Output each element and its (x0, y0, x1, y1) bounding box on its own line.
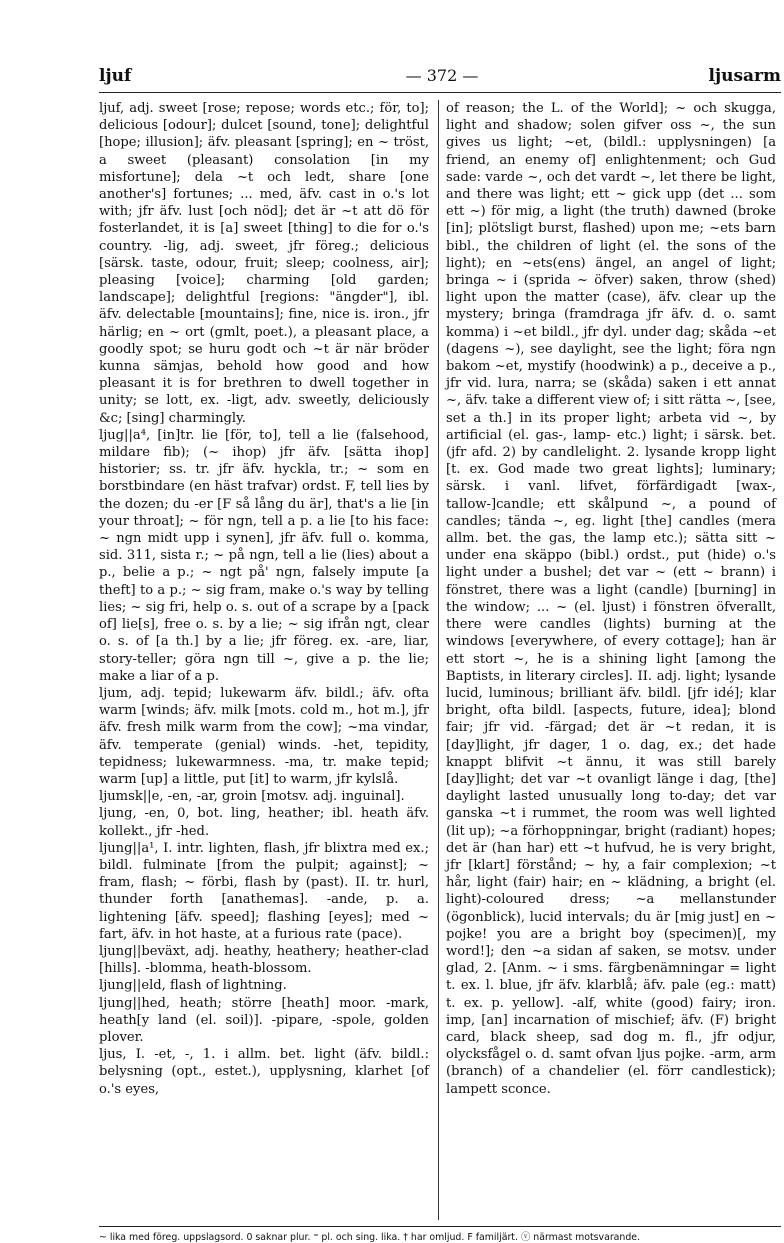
entry-ljuf: ljuf, adj. sweet [rose; repose; words etc.; för, to]; delicious [odour]; dulcet [sound, tone]; delightful [hope; illusion]; äfv. pleasant [spring]; en ~ tröst, a sweet (pleasant) consolation [in my misfortune]; dela ~t och ledt, share [one another's] fortunes; ... med, äfv. cast in o.'s lot with; jfr äfv. lust [och nöd]; det är ~t att dö för fosterlandet, it is [a] sweet [thing] to die for o.'s country. -lig, adj. sweet, jfr föreg.; delicious [särsk. taste, odour, fruit; sleep; coolness, air]; pleasing [voice]; charming [old garden; landscape]; delightful [regions: "ängder"], ibl. äfv. delectable [mountains]; fine, nice is. iron., jfr härlig; en ~ ort (gmlt, poet.), a pleasant place, a goodly spot; se huru godt och ~t är när bröder kunna sämjas, behold how good and how pleasant it is for brethren to dwell together in unity; se lott, ex. -ligt, adv. sweetly, deliciously &c; [sing] charmingly. (99, 101, 429, 426)
entry-ljung: ljung, -en, 0, bot. ling, heather; ibl. heath äfv. kollekt., jfr -hed. (99, 806, 429, 839)
entry-ljunga: ljung||a¹, I. intr. lighten, flash, jfr blixtra med ex.; bildl. fulminate [from the pulpit; against]; ~ fram, flash; ~ förbi, flash by (past). II. tr. hurl, thunder forth [anathemas]. -ande, p. a. lightening [äfv. speed]; flashing [eyes]; med ~ fart, äfv. in hot haste, at a furious rate (pace). (99, 840, 429, 942)
page-number: — 372 — (405, 66, 479, 85)
page-header (99, 66, 781, 90)
abbreviation-legend: ~ lika med föreg. uppslagsord. 0 saknar plur. ⁼ pl. och sing. lika. † har omljud. F familjärt. ⓥ närmast motsvarande. (99, 1232, 641, 1243)
entry-ljuga: ljug||a⁴, [in]tr. lie [för, to], tell a lie (falsehood, mildare fib); (~ ihop) jfr äfv. [sätta ihop] historier; ss. tr. jfr äfv. hyckla, tr.; ~ som en borstbindare (en häst trafvar) ordst. F, tell lies by the dozen; du -er [F så lång du är], that's a lie [in your throat]; ~ för ngn, tell a p. a lie [to his face: ~ ngn midt upp i synen], jfr äfv. full o. komma, sid. 311, sista r.; ~ på ngn, tell a lie (lies) about a p., belie a p.; ~ ngt på' ngn, falsely impute [a theft] to a p.; ~ sig fram, make o.'s way by telling lies; ~ sig fri, help o. s. out of a scrape by a [pack of] lie[s], free o. s. by a lie; ~ sig ifrån ngt, clear o. s. of [a th.] by a lie; jfr föreg. ex. -are, liar, story-teller; göra ngn till ~, give a p. the lie; make a liar of a p. (99, 427, 429, 684)
entry-ljunghed: ljung||hed, heath; större [heath] moor. -mark, heath[y land (el. soil)]. -pipare, -spole, golden plover. (99, 995, 429, 1045)
left-guide-word: ljuf (99, 66, 132, 86)
entry-ljungbevaxt: ljung||beväxt, adj. heathy, heathery; heather-clad [hills]. -blomma, heath-blossom. (99, 943, 429, 977)
right-column (446, 100, 776, 1098)
header-rule (99, 92, 781, 93)
column-divider (438, 100, 439, 1220)
entry-ljus: ljus, I. -et, -, 1. i allm. bet. light (äfv. bildl.: belysning (opt., estet.), upplysning, klarhet [of o.'s eyes, (99, 1047, 429, 1097)
footer-rule (99, 1226, 781, 1227)
entry-ljungeld: ljung||eld, flash of lightning. (99, 978, 287, 994)
entry-ljus-continued: of reason; the L. of the World]; ~ och skugga, light and shadow; solen gifver oss ~, the sun gives us light; ~et, (bildl.: upplysningen) [a friend, an enemy of] enlightenment; och Gud sade: varde ~, och det vardt ~, let there be light, and there was light; ett ~ gick upp (det ... som ett ~) för mig, a light (the truth) dawned (broke [in]; plötsligt burst, flashed) upon me; ~ets barn bibl., the children of light (el. the sons of the light); en ~ets(ens) ängel, an angel of light; bringa ~ i (sprida ~ öfver) saken, throw (shed) light upon the matter (case), äfv. clear up the mystery; bringa (framdraga jfr äfv. d. o. samt komma) i ~et bildl., jfr dyl. under dag; skåda ~et (dagens ~), see daylight, see the light; föra ngn bakom ~et, mystify (hoodwink) a p., deceive a p., jfr vid. lura, narra; se (skåda) saken i ett annat ~, äfv. take a different view of; i sitt rätta ~, [see, set a th.] in its proper light; arbeta vid ~, by artificial (el. gas-, lamp- etc.) light; i särsk. bet. (jfr afd. 2) by candlelight. 2. lysande kropp light [t. ex. God made two great lights]; luminary; särsk. i vanl. lifvet, förfärdigadt [wax-, tallow-]candle; ett skålpund ~, a pound of candles; tända ~, eg. light [the] candles (mera allm. bet. the gas, the lamp etc.); sätta sitt ~ under ena skäppo (bibl.) ordst., put (hide) o.'s light under a bushel; det var ~ (ett ~ brann) i fönstret, there was a light (candle) [burning] in the window; ... ~ (el. ljust) i fönstren öfverallt, there were candles (lights) burning at the windows [everywhere, of every cottage]; han är ett stort ~, he is a shining light [among the Baptists, in literary circles]. II. adj. light; lysande lucid, luminous; brilliant äfv. bildl. [jfr idé]; klar bright, ofta bildl. [aspects, future, idea]; blond fair; jfr vid. -färgad; det är ~t redan, it is [day]light, jfr dager, 1 o. dag, ex.; det hade knappt blifvit ~t ännu, it was still barely [day]light; det var ~t ovanligt länge i dag, [the] daylight lasted unusually long to-day; det var ganska ~t i rummet, the room was well lighted (lit up); ~a förhoppningar, bright (radiant) hopes; det är (han har) ett ~t hufvud, he is very bright, jfr [klart] förstånd; ~ hy, a fair complexion; ~t hår, light (fair) hair; en ~ klädning, a bright (el. light)-coloured dress; ~a mellanstunder (ögonblick), lucid intervals; du är [mig just] en ~ pojke! you are a bright boy (specimen)[, my word!]; den ~a sidan af saken, se motsv. under glad, 2. [Anm. ~ i sms. färgbenämningar = light t. ex. l. blue, jfr äfv. klarblå; äfv. pale (eg.: matt) t. ex. p. yellow]. -alf, white (good) fairy; iron. imp, [an] incarnation of mischief; äfv. (F) bright card, black sheep, sad dog m. fl., jfr odjur, olycksfågel o. d. samt ofvan ljus pojke. -arm, arm (branch) of a chandelier (el. förr candlestick); lampett sconce. (446, 101, 776, 1097)
entry-ljum: ljum, adj. tepid; lukewarm äfv. bildl.; äfv. ofta warm [winds; äfv. milk [mots. cold m., hot m.], jfr äfv. fresh milk warm from the cow]; ~ma vindar, äfv. temperate (genial) winds. -het, tepidity, tepidness; lukewarmness. -ma, tr. make tepid; warm [up] a little, put [it] to warm, jfr kylslå. (99, 685, 429, 787)
left-column (99, 100, 429, 1098)
right-guide-word: ljusarm (708, 66, 781, 86)
entry-ljumske: ljumsk||e, -en, -ar, groin [motsv. adj. inguinal]. (99, 789, 405, 805)
